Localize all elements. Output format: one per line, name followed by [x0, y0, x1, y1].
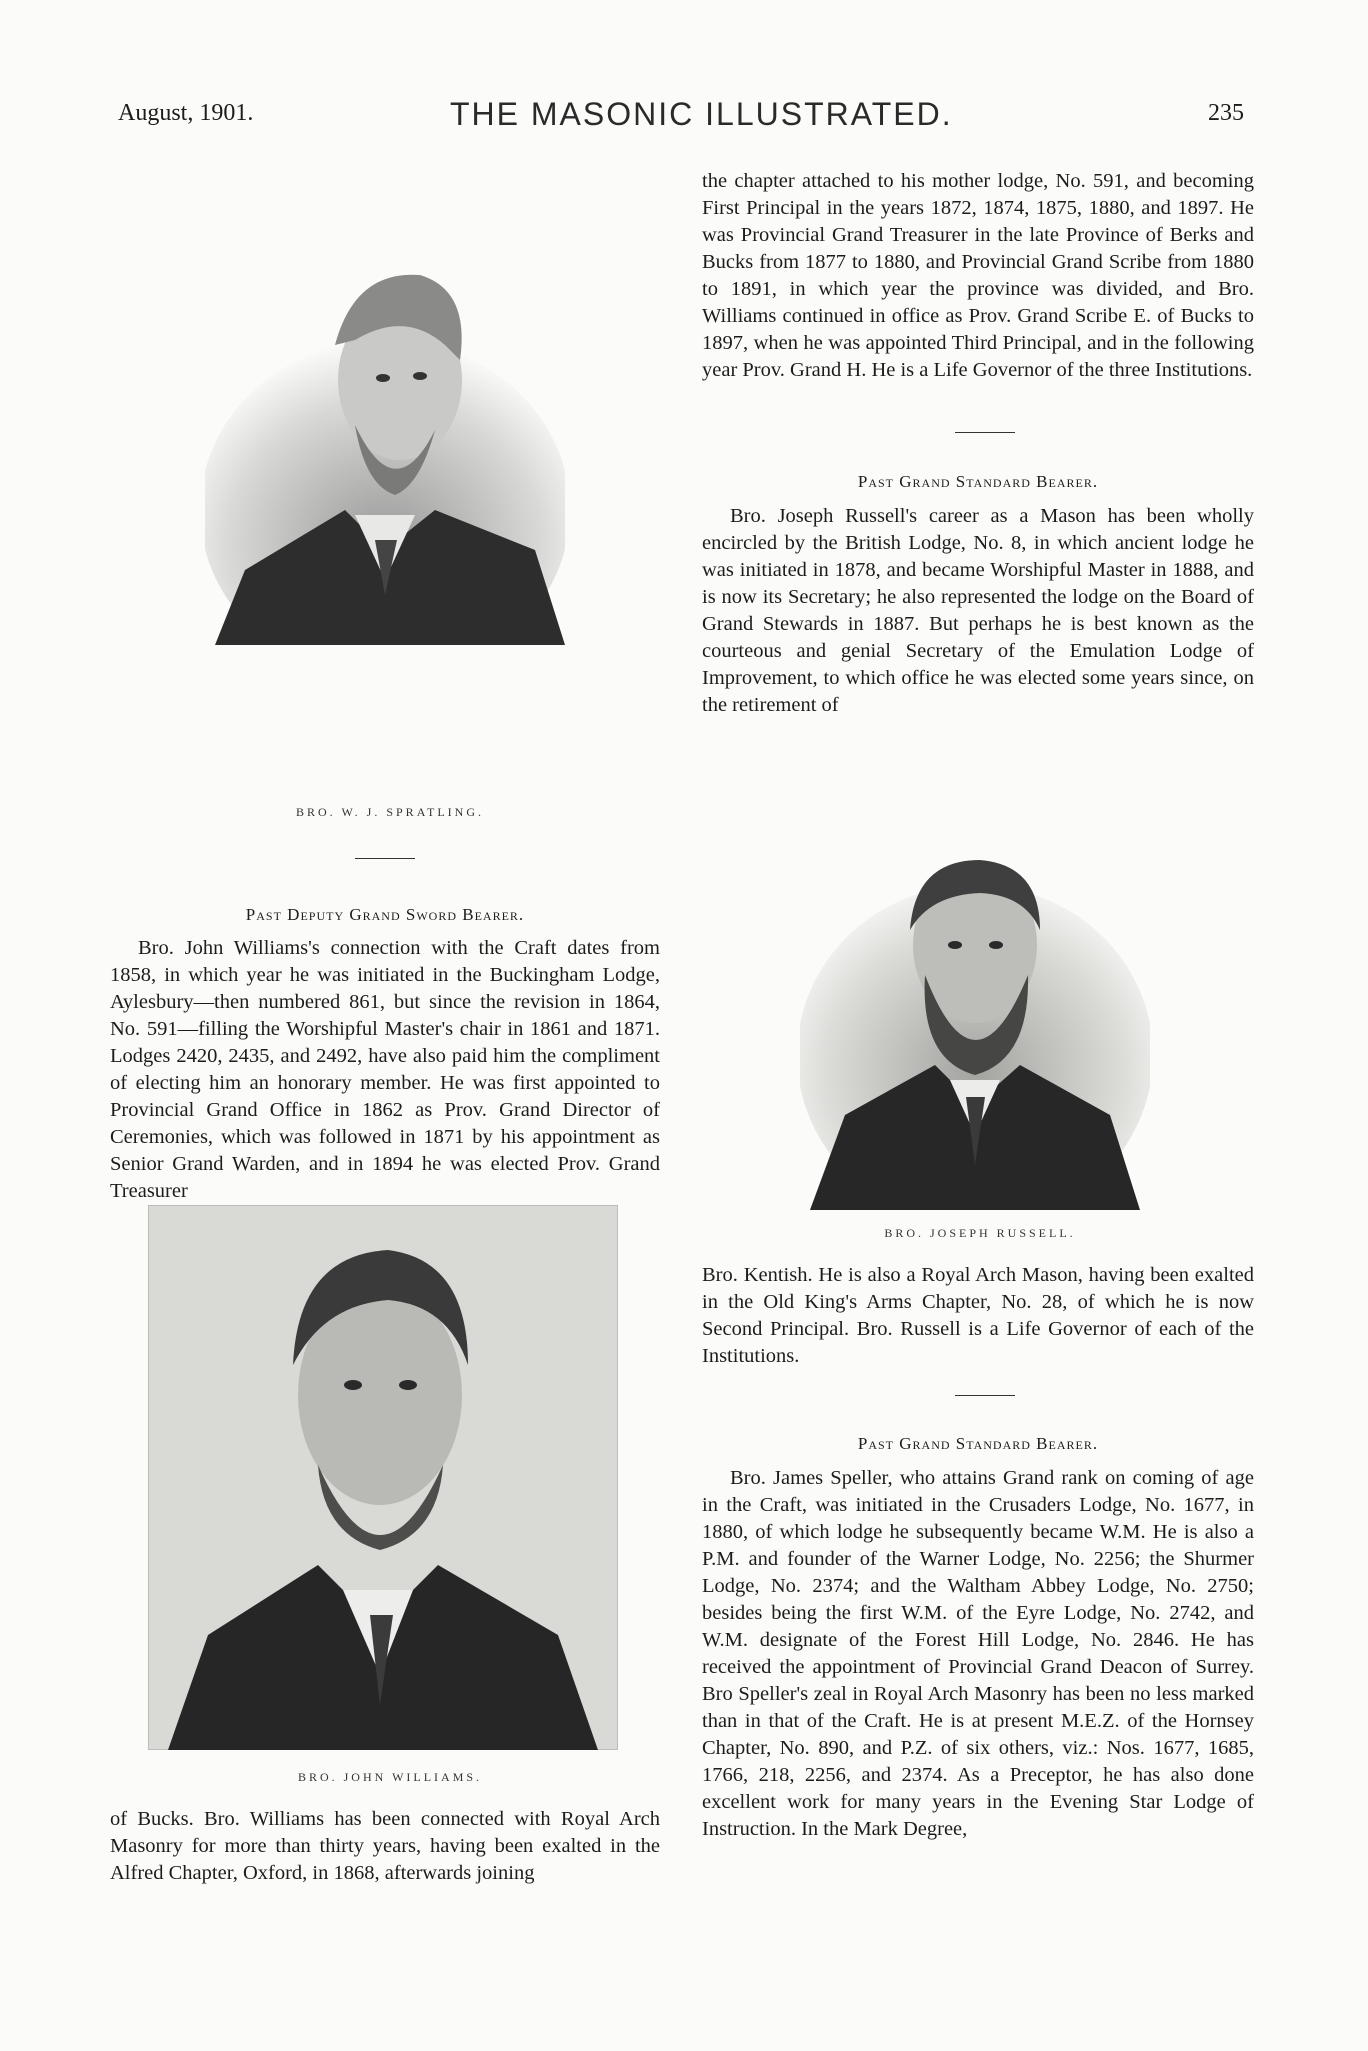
caption-russell: BRO. JOSEPH RUSSELL.: [884, 1226, 1076, 1240]
heading-williams: Past Deputy Grand Sword Bearer.: [245, 905, 525, 924]
williams-end-text: the chapter attached to his mother lodge, No. 591, and becoming First Principal in the years 1872, 1874, 1875, 1880, and 1897. He was Provincial Grand Treasurer in the late Province of Berks and Bucks from 1877 to 1880, and Provincial Grand Scribe from 1880 to 1891, in which year the province was divided, and Bro. Williams continued in office as Prov. Grand Scribe E. of Bucks to 1897, when he was appointed Third Principal, and in the following year Prov. Grand H. He is a Life Governor of the three Institutions.: [702, 170, 1254, 381]
section-divider: [955, 1395, 1015, 1396]
williams-text: Bro. John Williams's connection with the Craft dates from 1858, in which year he was initiated in the Buckingham Lodge, Aylesbury—then numbered 861, but since the revision in 1864, No. 591—filling the Worshipful Master's chair in 1861 and 1871. Lodges 2420, 2435, and 2492, have also paid him the compliment of electing him an honorary member. He was first appointed to Provincial Grand Office in 1862 as Prov. Grand Director of Ceremonies, which was followed in 1871 by his appointment as Senior Grand Warden, and in 1894 he was elected Prov. Grand Treasurer: [110, 937, 660, 1202]
caption-williams: BRO. JOHN WILLIAMS.: [297, 1770, 483, 1784]
page-number: 235: [1208, 100, 1244, 126]
williams-end-paragraph: [702, 168, 1254, 384]
speller-paragraph: [702, 1465, 1254, 1843]
speller-text: Bro. James Speller, who attains Grand rank on coming of age in the Craft, was initiated in the Crusaders Lodge, No. 1677, in 1880, of which lodge he subsequently became W.M. He is also a P.M. and founder of the Warner Lodge, No. 2256; the Shurmer Lodge, No. 2374; and the Waltham Abbey Lodge, No. 2750; besides being the first W.M. of the Eyre Lodge, No. 2742, and W.M. designate of the Forest Hill Lodge, No. 2846. He has received the appointment of Provincial Grand Deacon of Surrey. Bro Speller's zeal in Royal Arch Masonry has been no less marked than in that of the Craft. He is at present M.E.Z. of the Hornsey Chapter, No. 890, and P.Z. of six others, viz.: Nos. 1677, 1685, 1766, 218, 2256, and 2374. As a Preceptor, he has also done excellent work for many years in the Evening Star Lodge of Instruction. In the Mark Degree,: [702, 1467, 1254, 1840]
portrait-williams: [148, 1205, 618, 1750]
section-divider: [355, 858, 415, 859]
williams-cont-text: of Bucks. Bro. Williams has been connected with Royal Arch Masonry for more than thirty years, having been exalted in the Alfred Chapter, Oxford, in 1868, afterwards joining: [110, 1808, 660, 1884]
issue-date: August, 1901.: [118, 100, 254, 126]
masthead-title: THE MASONIC ILLUSTRATED.: [450, 96, 953, 132]
williams-continuation: [110, 1806, 660, 1887]
portrait-russell: [800, 835, 1150, 1210]
russell-cont-text: Bro. Kentish. He is also a Royal Arch Mason, having been exalted in the Old King's Arms Chapter, No. 28, of which he is now Second Principal. Bro. Russell is a Life Governor of each of the Institutions.: [702, 1264, 1254, 1367]
caption-spratling: BRO. W. J. SPRATLING.: [295, 805, 485, 819]
heading-russell: Past Grand Standard Bearer.: [857, 472, 1099, 491]
russell-continuation: [702, 1262, 1254, 1370]
russell-text: Bro. Joseph Russell's career as a Mason has been wholly encircled by the British Lodge, No. 8, in which ancient lodge he was initiated in 1878, and became Worshipful Master in 1888, and is now its Secretary; he also represented the lodge on the Board of Grand Stewards in 1887. But perhaps he is best known as the courteous and genial Secretary of the Emulation Lodge of Improvement, to which office he was elected some years since, on the retirement of: [702, 505, 1254, 716]
heading-speller: Past Grand Standard Bearer.: [857, 1434, 1099, 1453]
russell-paragraph: [702, 503, 1254, 719]
williams-paragraph: [110, 935, 660, 1205]
section-divider: [955, 432, 1015, 433]
portrait-spratling: [205, 250, 565, 645]
